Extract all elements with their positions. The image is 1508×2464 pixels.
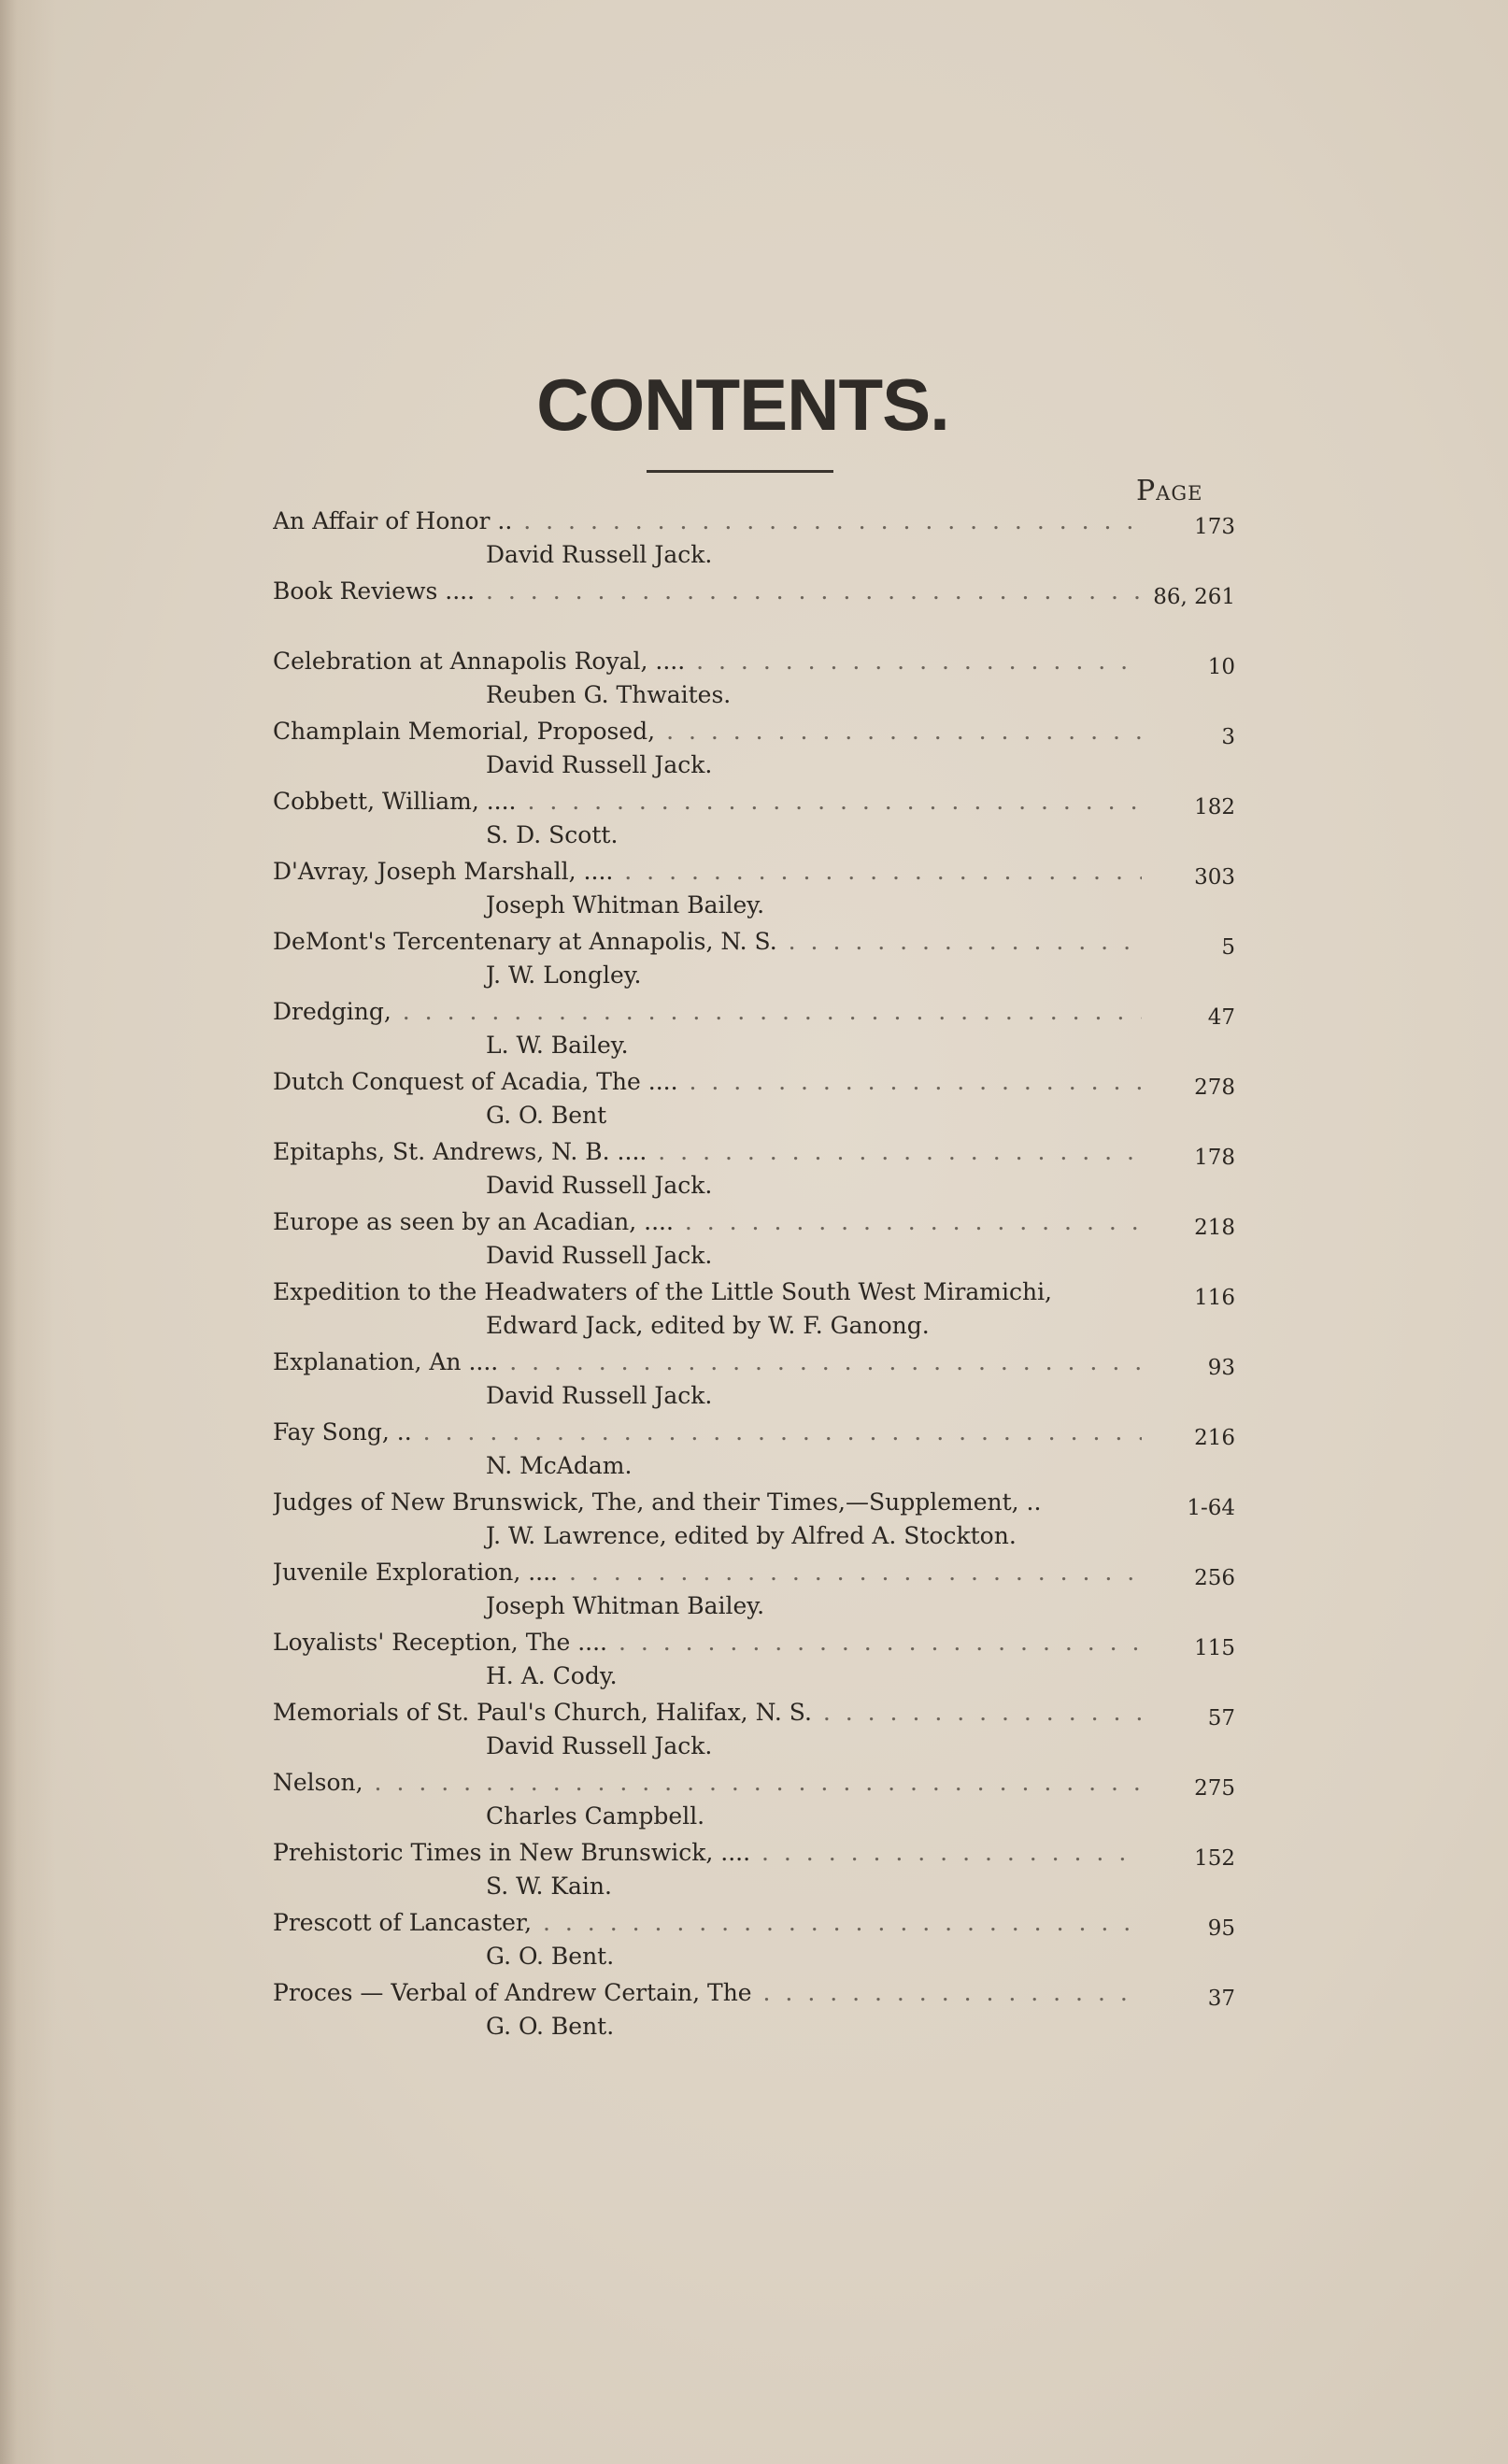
entry-title: Nelson, . . . [273, 1766, 1142, 1800]
entry-author: Joseph Whitman Bailey. [486, 1592, 765, 1619]
entry-author: David Russell Jack. [486, 1242, 713, 1269]
entry-title: Judges of New Brunswick, The, and their Times,—Supplement, .. [273, 1488, 1042, 1516]
entry-author: H. A. Cody. [486, 1662, 618, 1689]
toc-entry [273, 1906, 1235, 1976]
entry-author: Edward Jack, edited by W. F. Ganong. [486, 1312, 930, 1339]
entry-title: Prehistoric Times in New Brunswick, .... . . . [273, 1836, 1142, 1870]
toc-entry [273, 1135, 1235, 1205]
toc-entry [273, 1766, 1235, 1836]
entry-title: D'Avray, Joseph Marshall, .... . . . [273, 855, 1142, 889]
toc-entry [273, 715, 1235, 785]
toc-entry [273, 505, 1235, 575]
entry-author: Joseph Whitman Bailey. [486, 891, 765, 919]
entry-page-number: 3 [1221, 725, 1235, 749]
entry-page-number: 173 [1194, 515, 1235, 539]
entry-page-number: 37 [1207, 1987, 1235, 2011]
entry-page-number: 216 [1194, 1426, 1235, 1450]
entry-title: Juvenile Exploration, .... . . . [273, 1556, 1142, 1589]
page-title: CONTENTS. [536, 363, 949, 446]
entry-page-number: 278 [1194, 1075, 1235, 1100]
entry-author: G. O. Bent [486, 1102, 607, 1129]
entry-page-number: 182 [1194, 795, 1235, 819]
entry-page-number: 178 [1194, 1146, 1235, 1170]
entry-author: J. W. Longley. [486, 961, 642, 989]
entry-author: G. O. Bent. [486, 1943, 615, 1970]
toc-entry [273, 1486, 1235, 1556]
entry-title: Proces — Verbal of Andrew Certain, The . . . [273, 1976, 1142, 2010]
entry-title: Dutch Conquest of Acadia, The .... . . . [273, 1065, 1142, 1099]
entry-author: S. W. Kain. [486, 1873, 612, 1900]
toc-entry [273, 1065, 1235, 1135]
entry-title: Expedition to the Headwaters of the Little South West Miramichi, [273, 1278, 1053, 1305]
entry-page-number: 10 [1207, 655, 1235, 679]
entry-page-number: 5 [1221, 935, 1235, 960]
toc-entry [273, 1205, 1235, 1275]
entry-author: N. McAdam. [486, 1452, 633, 1479]
entry-page-number: 218 [1194, 1216, 1235, 1240]
toc-entry [273, 785, 1235, 855]
page-column-heading: Page [1136, 475, 1203, 507]
entry-author: David Russell Jack. [486, 1732, 713, 1759]
entry-title: Europe as seen by an Acadian, .... . . . [273, 1205, 1142, 1239]
toc-entry [273, 855, 1235, 925]
entry-title: Dredging, . . . [273, 995, 1142, 1029]
entry-title: Prescott of Lancaster, . . . [273, 1906, 1142, 1940]
entry-title: Celebration at Annapolis Royal, .... . . . [273, 645, 1142, 678]
toc-entry [273, 1976, 1235, 2046]
title-rule [647, 470, 833, 473]
toc-entry [273, 1626, 1235, 1696]
entry-page-number: 256 [1194, 1566, 1235, 1590]
entry-title: Fay Song, .. . . . [273, 1416, 1142, 1449]
toc-entry [273, 645, 1235, 715]
entry-author: S. D. Scott. [486, 821, 619, 848]
entry-page-number: 115 [1194, 1636, 1235, 1660]
entry-page-number: 303 [1194, 865, 1235, 890]
entry-page-number: 47 [1207, 1005, 1235, 1030]
entry-author: L. W. Bailey. [486, 1032, 629, 1059]
entry-page-number: 86, 261 [1153, 585, 1235, 609]
entry-author: J. W. Lawrence, edited by Alfred A. Stockton. [486, 1522, 1017, 1549]
entry-title: Loyalists' Reception, The .... . . . [273, 1626, 1142, 1659]
entry-title: Cobbett, William, .... . . . [273, 785, 1142, 819]
entry-page-number: 275 [1194, 1776, 1235, 1801]
entry-page-number: 93 [1207, 1356, 1235, 1380]
entry-title: DeMont's Tercentenary at Annapolis, N. S. . . . [273, 925, 1142, 959]
entry-title: Memorials of St. Paul's Church, Halifax, N. S. . . . [273, 1696, 1142, 1730]
toc-entry [273, 1836, 1235, 1906]
toc-entry [273, 1346, 1235, 1416]
entry-author: David Russell Jack. [486, 751, 713, 778]
toc-entry [273, 1556, 1235, 1626]
entry-page-number: 116 [1194, 1286, 1235, 1310]
entry-author: Reuben G. Thwaites. [486, 681, 732, 708]
entry-author: David Russell Jack. [486, 541, 713, 568]
entry-author: Charles Campbell. [486, 1802, 705, 1830]
toc-entry [273, 1416, 1235, 1486]
toc-entry [273, 925, 1235, 995]
table-of-contents [273, 505, 1235, 2046]
entry-author: David Russell Jack. [486, 1382, 713, 1409]
toc-entry [273, 995, 1235, 1065]
toc-entry [273, 575, 1235, 645]
entry-title: Champlain Memorial, Proposed, . . . [273, 715, 1142, 748]
entry-author: David Russell Jack. [486, 1172, 713, 1199]
toc-entry [273, 1275, 1235, 1346]
entry-page-number: 152 [1194, 1846, 1235, 1871]
entry-page-number: 95 [1207, 1916, 1235, 1941]
entry-page-number: 1-64 [1187, 1496, 1235, 1520]
toc-entry [273, 1696, 1235, 1766]
entry-title: An Affair of Honor .. . . . [273, 505, 1142, 538]
entry-title: Epitaphs, St. Andrews, N. B. .... . . . [273, 1135, 1142, 1169]
entry-title: Book Reviews .... . . . [273, 575, 1142, 608]
entry-page-number: 57 [1207, 1706, 1235, 1730]
entry-author: G. O. Bent. [486, 2013, 615, 2040]
entry-title: Explanation, An .... . . . [273, 1346, 1142, 1379]
